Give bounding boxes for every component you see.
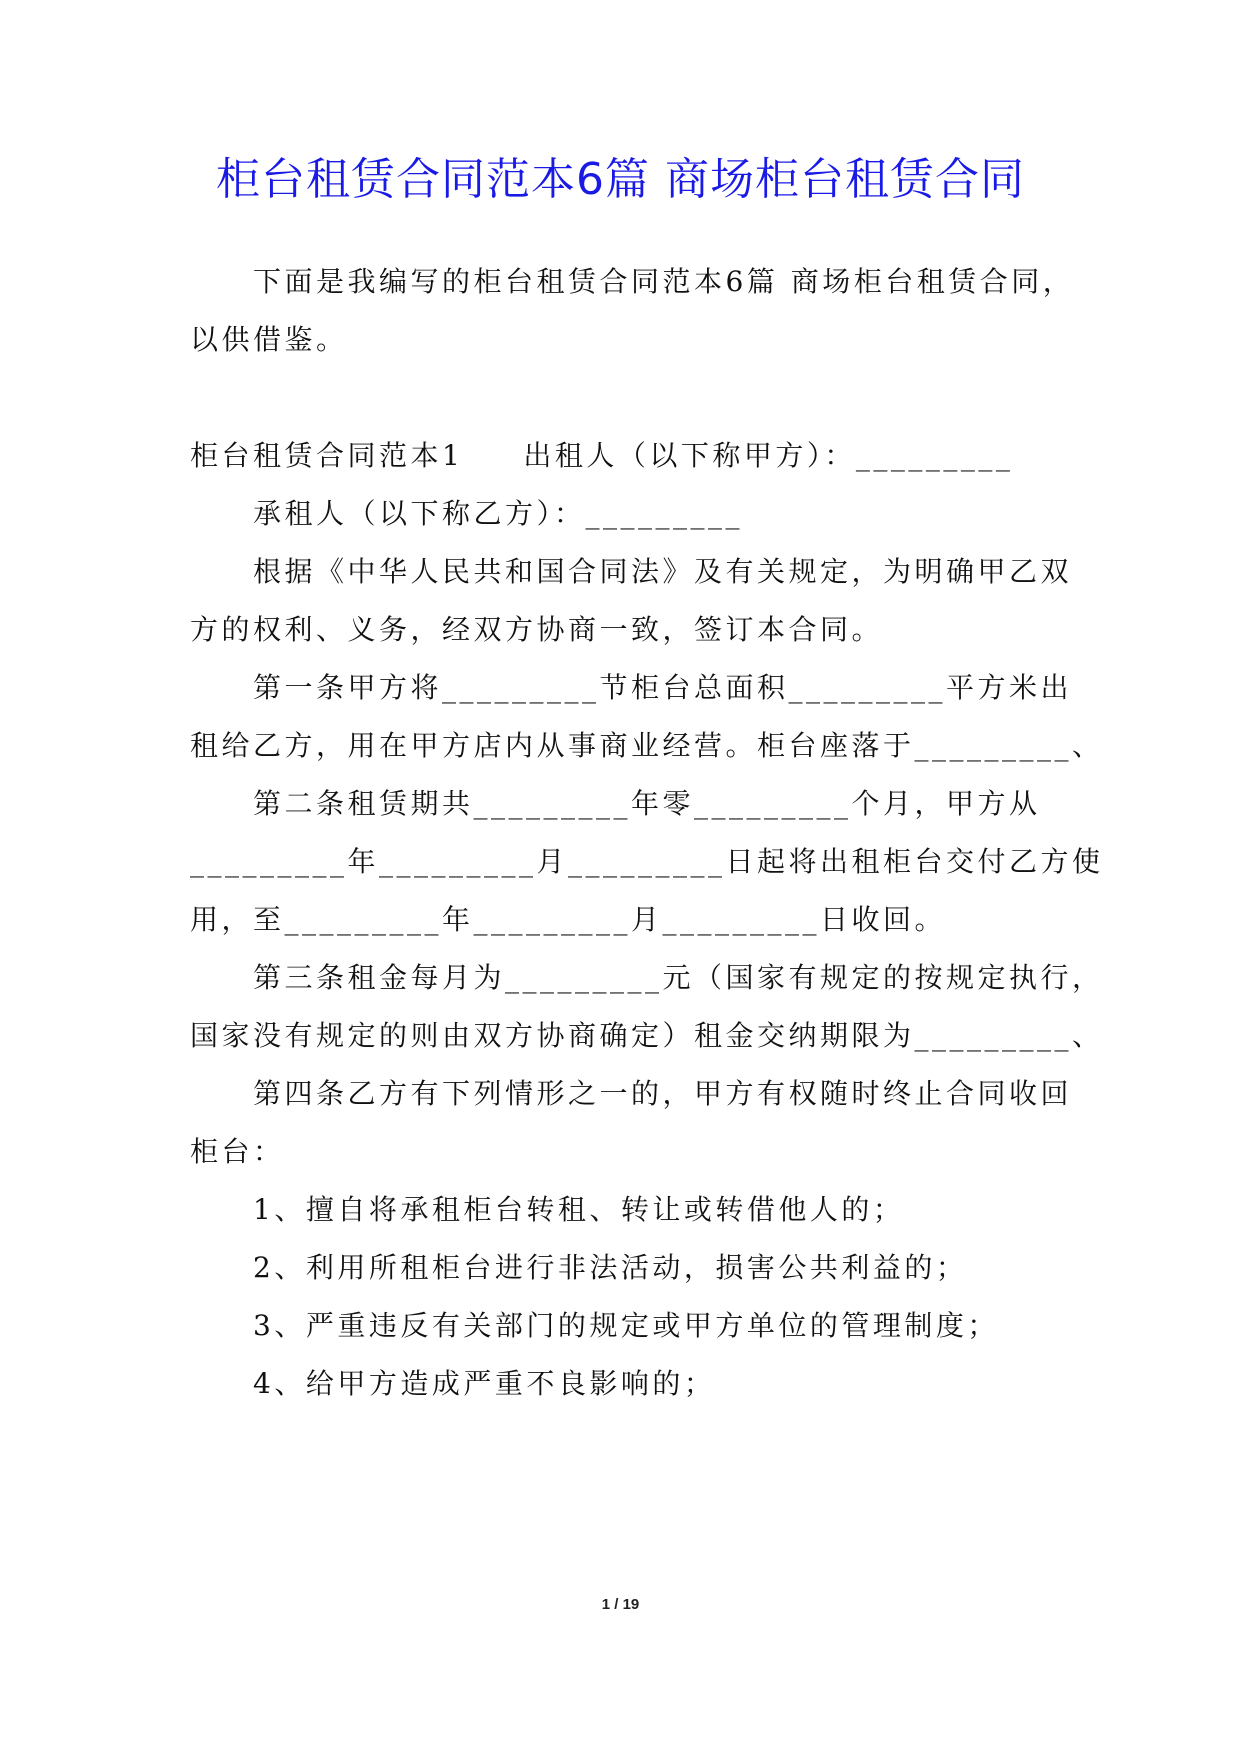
paragraph-line: 国家没有规定的则由双方协商确定）租金交纳期限为_________、: [190, 1019, 1104, 1052]
paragraph-line: _________年_________月_________日起将出租柜台交付乙方使: [190, 845, 1104, 878]
paragraph-line: 用，至_________年_________月_________日收回。: [190, 903, 947, 936]
paragraph-line: 根据《中华人民共和国合同法》及有关规定，为明确甲乙双: [253, 555, 1073, 588]
paragraph-line: 第一条甲方将_________节柜台总面积_________平方米出: [253, 671, 1073, 704]
intro-line-1: 下面是我编写的柜台租赁合同范本6篇 商场柜台租赁合同，: [253, 265, 1075, 298]
list-item: 1、擅自将承租柜台转租、转让或转借他人的；: [253, 1193, 905, 1226]
list-item: 3、严重违反有关部门的规定或甲方单位的管理制度；: [253, 1309, 999, 1342]
section-heading-row: [190, 436, 1013, 476]
document-title: 柜台租赁合同范本6篇 商场柜台租赁合同: [216, 154, 1025, 205]
paragraph-line: 第二条租赁期共_________年零_________个月，甲方从: [253, 787, 1041, 820]
page-number: 1 / 19: [601, 1596, 640, 1613]
paragraph-line: 方的权利、义务，经双方协商一致，签订本合同。: [190, 613, 884, 646]
paragraph-line: 租给乙方，用在甲方店内从事商业经营。柜台座落于_________、: [190, 729, 1104, 762]
paragraph-line: 第四条乙方有下列情形之一的，甲方有权随时终止合同收回: [253, 1077, 1073, 1110]
list-item: 4、给甲方造成严重不良影响的；: [253, 1367, 716, 1400]
list-item: 2、利用所租柜台进行非法活动，损害公共利益的；: [253, 1251, 968, 1284]
lessor-line: 出租人（以下称甲方）：_________: [523, 439, 1014, 472]
intro-line-2: 以供借鉴。: [190, 323, 348, 356]
paragraph-line: 第三条租金每月为_________元（国家有规定的按规定执行，: [253, 961, 1104, 994]
section-heading: 柜台租赁合同范本1: [190, 439, 464, 472]
paragraph-line: 柜台：: [190, 1135, 285, 1168]
lessee-line: 承租人（以下称乙方）：_________: [253, 497, 744, 530]
